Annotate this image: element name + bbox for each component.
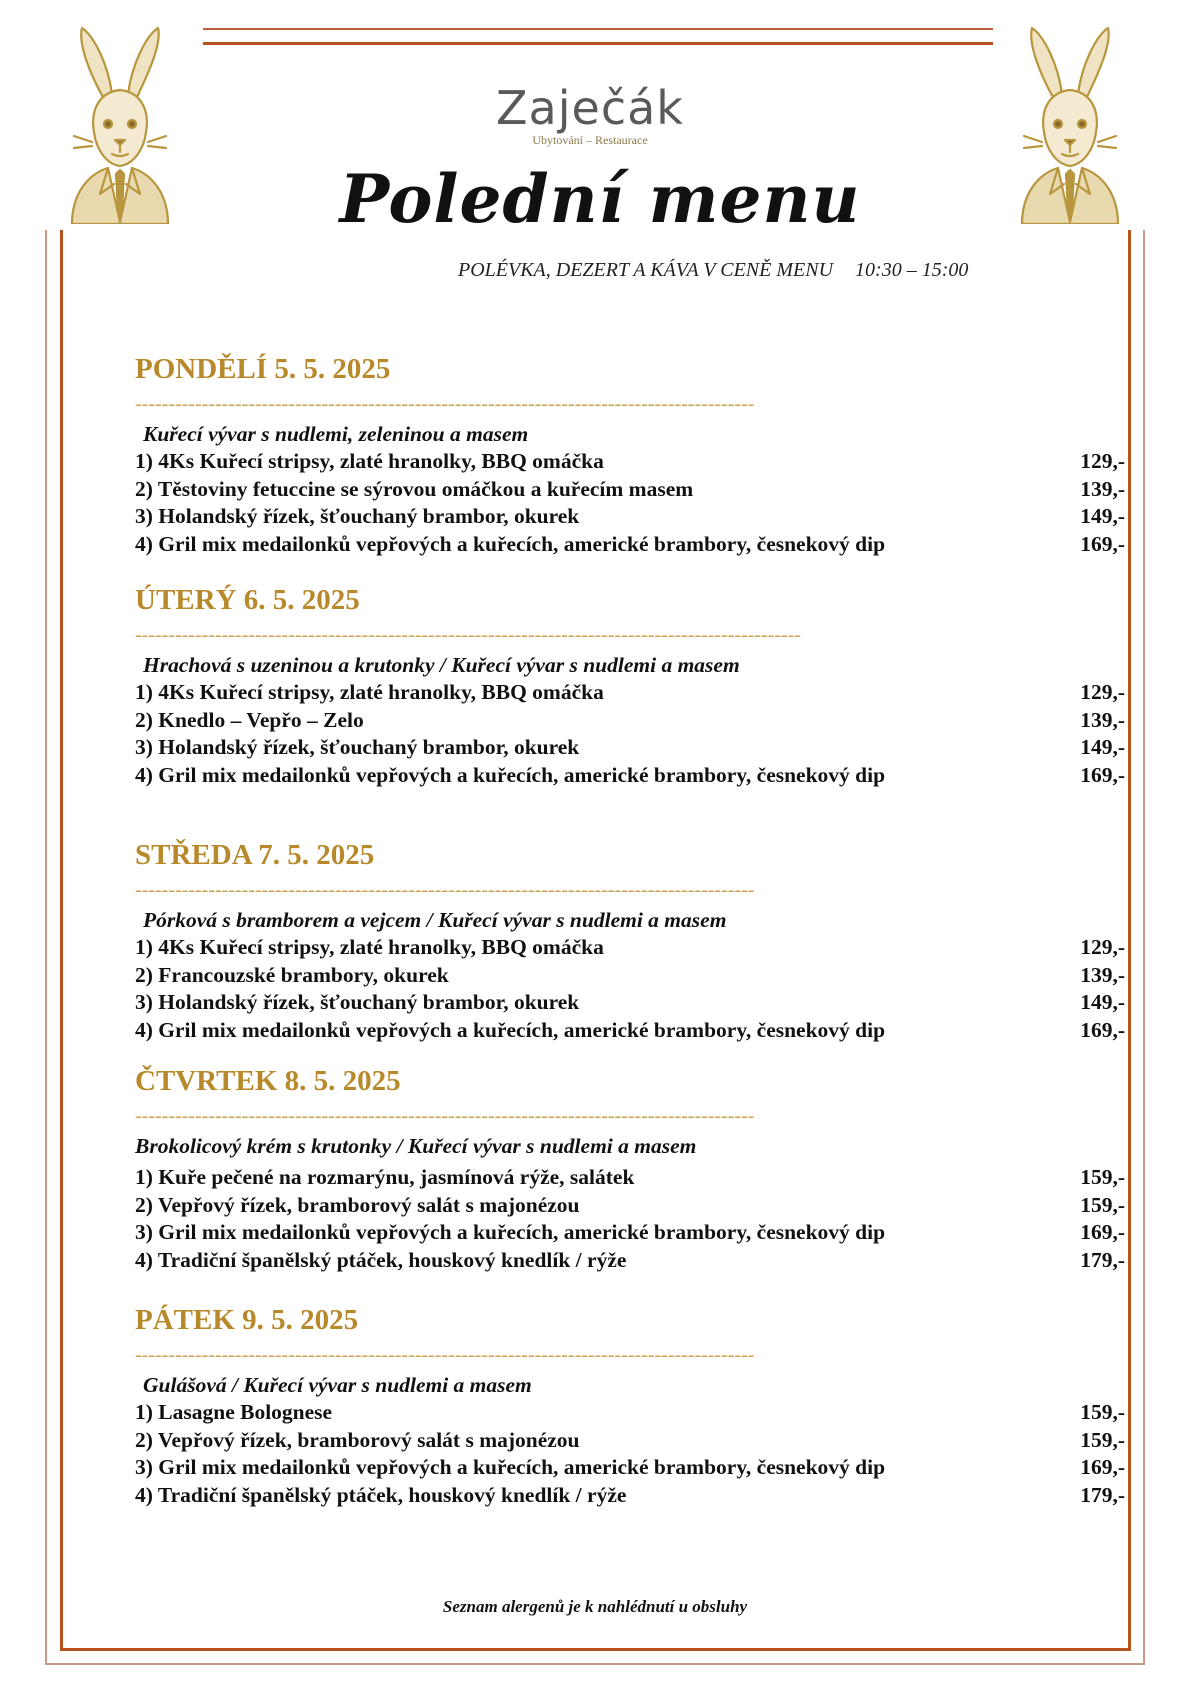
soup-of-day: Hrachová s uzeninou a krutonky / Kuřecí vývar s nudlemi a masem: [143, 653, 740, 677]
allergen-note: Seznam alergenů je k nahlédnutí u obsluhy: [442, 1597, 748, 1616]
menu-item: [135, 448, 1125, 476]
menu-item-price: 129,-: [1080, 680, 1125, 704]
menu-item-price: 169,-: [1080, 531, 1125, 556]
menu-item-name: 3) Gril mix medailonků vepřových a kuřecích, americké brambory, česnekový dip: [135, 1455, 886, 1480]
soup-of-day: Kuřecí vývar s nudlemi, zeleninou a masem: [143, 422, 529, 446]
day-section-monday: [135, 352, 1125, 558]
menu-subtitle: [458, 259, 968, 282]
frame-bottom-inner: [60, 1648, 1131, 1651]
restaurant-logo: [460, 81, 720, 148]
menu-item-name: 1) Lasagne Bolognese: [135, 1400, 333, 1424]
menu-item-price: 149,-: [1080, 735, 1125, 760]
menu-item-name: 3) Holandský řízek, šťouchaný brambor, okurek: [135, 990, 580, 1015]
menu-item-name: 4) Tradiční španělský ptáček, houskový knedlík / rýže: [135, 1247, 627, 1272]
menu-item: [135, 734, 1125, 762]
menu-item-price: 169,-: [1080, 1455, 1125, 1480]
menu-item-price: 169,-: [1080, 1017, 1125, 1042]
rabbit-in-suit-icon: [1002, 24, 1138, 224]
menu-item-name: 4) Tradiční španělský ptáček, houskový knedlík / rýže: [135, 1482, 627, 1507]
logo-name: Zaječák: [496, 81, 684, 135]
menu-item: [135, 531, 1125, 559]
day-heading: PÁTEK 9. 5. 2025: [135, 1304, 359, 1336]
menu-item: [135, 503, 1125, 531]
frame-right-inner: [1128, 230, 1131, 1650]
top-border-line: [203, 28, 993, 30]
menu-item: [135, 762, 1125, 790]
day-heading: ÚTERÝ 6. 5. 2025: [135, 584, 360, 616]
menu-item: [135, 1219, 1125, 1247]
menu-item-name: 4) Gril mix medailonků vepřových a kuřecích, americké brambory, česnekový dip: [135, 531, 886, 556]
menu-item-name: 1) 4Ks Kuřecí stripsy, zlaté hranolky, BBQ omáčka: [135, 680, 604, 704]
menu-item: [135, 1427, 1125, 1455]
day-section-wednesday: [135, 838, 1125, 1044]
soup-of-day: Gulášová / Kuřecí vývar s nudlemi a masem: [143, 1373, 532, 1397]
top-border-line-inner: [203, 42, 993, 45]
day-divider: ---------------------------------------------------------------------------------------------: [135, 1106, 755, 1126]
menu-item-name: 3) Holandský řízek, šťouchaný brambor, okurek: [135, 504, 580, 529]
menu-item: [135, 707, 1125, 735]
day-section-friday: [135, 1303, 1125, 1509]
menu-item-price: 139,-: [1080, 476, 1125, 501]
menu-item-price: 139,-: [1080, 707, 1125, 732]
menu-item-name: 3) Gril mix medailonků vepřových a kuřecích, americké brambory, česnekový dip: [135, 1220, 886, 1245]
rabbit-in-suit-icon: [52, 24, 188, 224]
menu-item-name: 2) Těstoviny fetuccine se sýrovou omáčkou a kuřecím masem: [135, 476, 694, 501]
menu-item: [135, 476, 1125, 504]
menu-item-name: 2) Vepřový řízek, bramborový salát s majonézou: [135, 1192, 580, 1217]
menu-item-price: 129,-: [1080, 935, 1125, 959]
day-heading: ČTVRTEK 8. 5. 2025: [135, 1065, 401, 1097]
menu-item-price: 179,-: [1080, 1482, 1125, 1507]
frame-right-outer: [1143, 230, 1145, 1665]
day-heading: STŘEDA 7. 5. 2025: [135, 839, 375, 871]
menu-item-name: 1) Kuře pečené na rozmarýnu, jasmínová rýže, salátek: [135, 1165, 635, 1189]
day-divider: ----------------------------------------------------------------------------------------------------: [135, 625, 802, 645]
day-section-tuesday: [135, 583, 1125, 789]
menu-item: [135, 1192, 1125, 1220]
menu-item: [135, 679, 1125, 707]
menu-item-price: 159,-: [1080, 1427, 1125, 1452]
menu-item: [135, 989, 1125, 1017]
menu-item: [135, 1247, 1125, 1275]
menu-item-price: 149,-: [1080, 990, 1125, 1015]
menu-item-name: 2) Knedlo – Vepřo – Zelo: [135, 707, 364, 732]
menu-item: [135, 1482, 1125, 1510]
menu-item-price: 179,-: [1080, 1247, 1125, 1272]
menu-item: [135, 1399, 1125, 1427]
menu-item: [135, 962, 1125, 990]
menu-item-name: 2) Francouzské brambory, okurek: [135, 962, 449, 987]
opening-hours: 10:30 – 15:00: [855, 259, 969, 281]
menu-item-price: 139,-: [1080, 962, 1125, 987]
day-heading: PONDĚLÍ 5. 5. 2025: [135, 353, 391, 385]
menu-item-name: 3) Holandský řízek, šťouchaný brambor, okurek: [135, 735, 580, 760]
menu-item-price: 159,-: [1080, 1400, 1125, 1424]
day-divider: ---------------------------------------------------------------------------------------------: [135, 1345, 755, 1365]
menu-item-price: 129,-: [1080, 449, 1125, 473]
menu-item: [135, 1454, 1125, 1482]
menu-item: [135, 934, 1125, 962]
day-divider: ---------------------------------------------------------------------------------------------: [135, 880, 755, 900]
menu-item-name: 1) 4Ks Kuřecí stripsy, zlaté hranolky, BBQ omáčka: [135, 449, 604, 473]
menu-item: [135, 1017, 1125, 1045]
menu-item-name: 4) Gril mix medailonků vepřových a kuřecích, americké brambory, česnekový dip: [135, 1017, 886, 1042]
day-divider: ---------------------------------------------------------------------------------------------: [135, 394, 755, 414]
menu-item-price: 149,-: [1080, 504, 1125, 529]
menu-item-name: 4) Gril mix medailonků vepřových a kuřecích, americké brambory, česnekový dip: [135, 762, 886, 787]
menu-item: [135, 1164, 1125, 1192]
frame-bottom-outer: [45, 1663, 1145, 1665]
menu-item-name: 1) 4Ks Kuřecí stripsy, zlaté hranolky, BBQ omáčka: [135, 935, 604, 959]
menu-item-price: 169,-: [1080, 1220, 1125, 1245]
frame-left-outer: [45, 230, 47, 1665]
page-title: Polední menu: [339, 160, 861, 238]
menu-item-price: 159,-: [1080, 1165, 1125, 1189]
soup-of-day: Brokolicový krém s krutonky / Kuřecí vývar s nudlemi a masem: [135, 1134, 697, 1158]
soup-of-day: Pórková s bramborem a vejcem / Kuřecí vývar s nudlemi a masem: [143, 908, 727, 932]
logo-tagline: Ubytování – Restaurace: [532, 133, 648, 147]
frame-left-inner: [60, 230, 63, 1650]
menu-note: POLÉVKA, DEZERT A KÁVA V CENĚ MENU: [458, 259, 834, 281]
menu-item-name: 2) Vepřový řízek, bramborový salát s majonézou: [135, 1427, 580, 1452]
day-section-thursday: [135, 1064, 1125, 1274]
menu-item-price: 169,-: [1080, 762, 1125, 787]
menu-item-price: 159,-: [1080, 1192, 1125, 1217]
